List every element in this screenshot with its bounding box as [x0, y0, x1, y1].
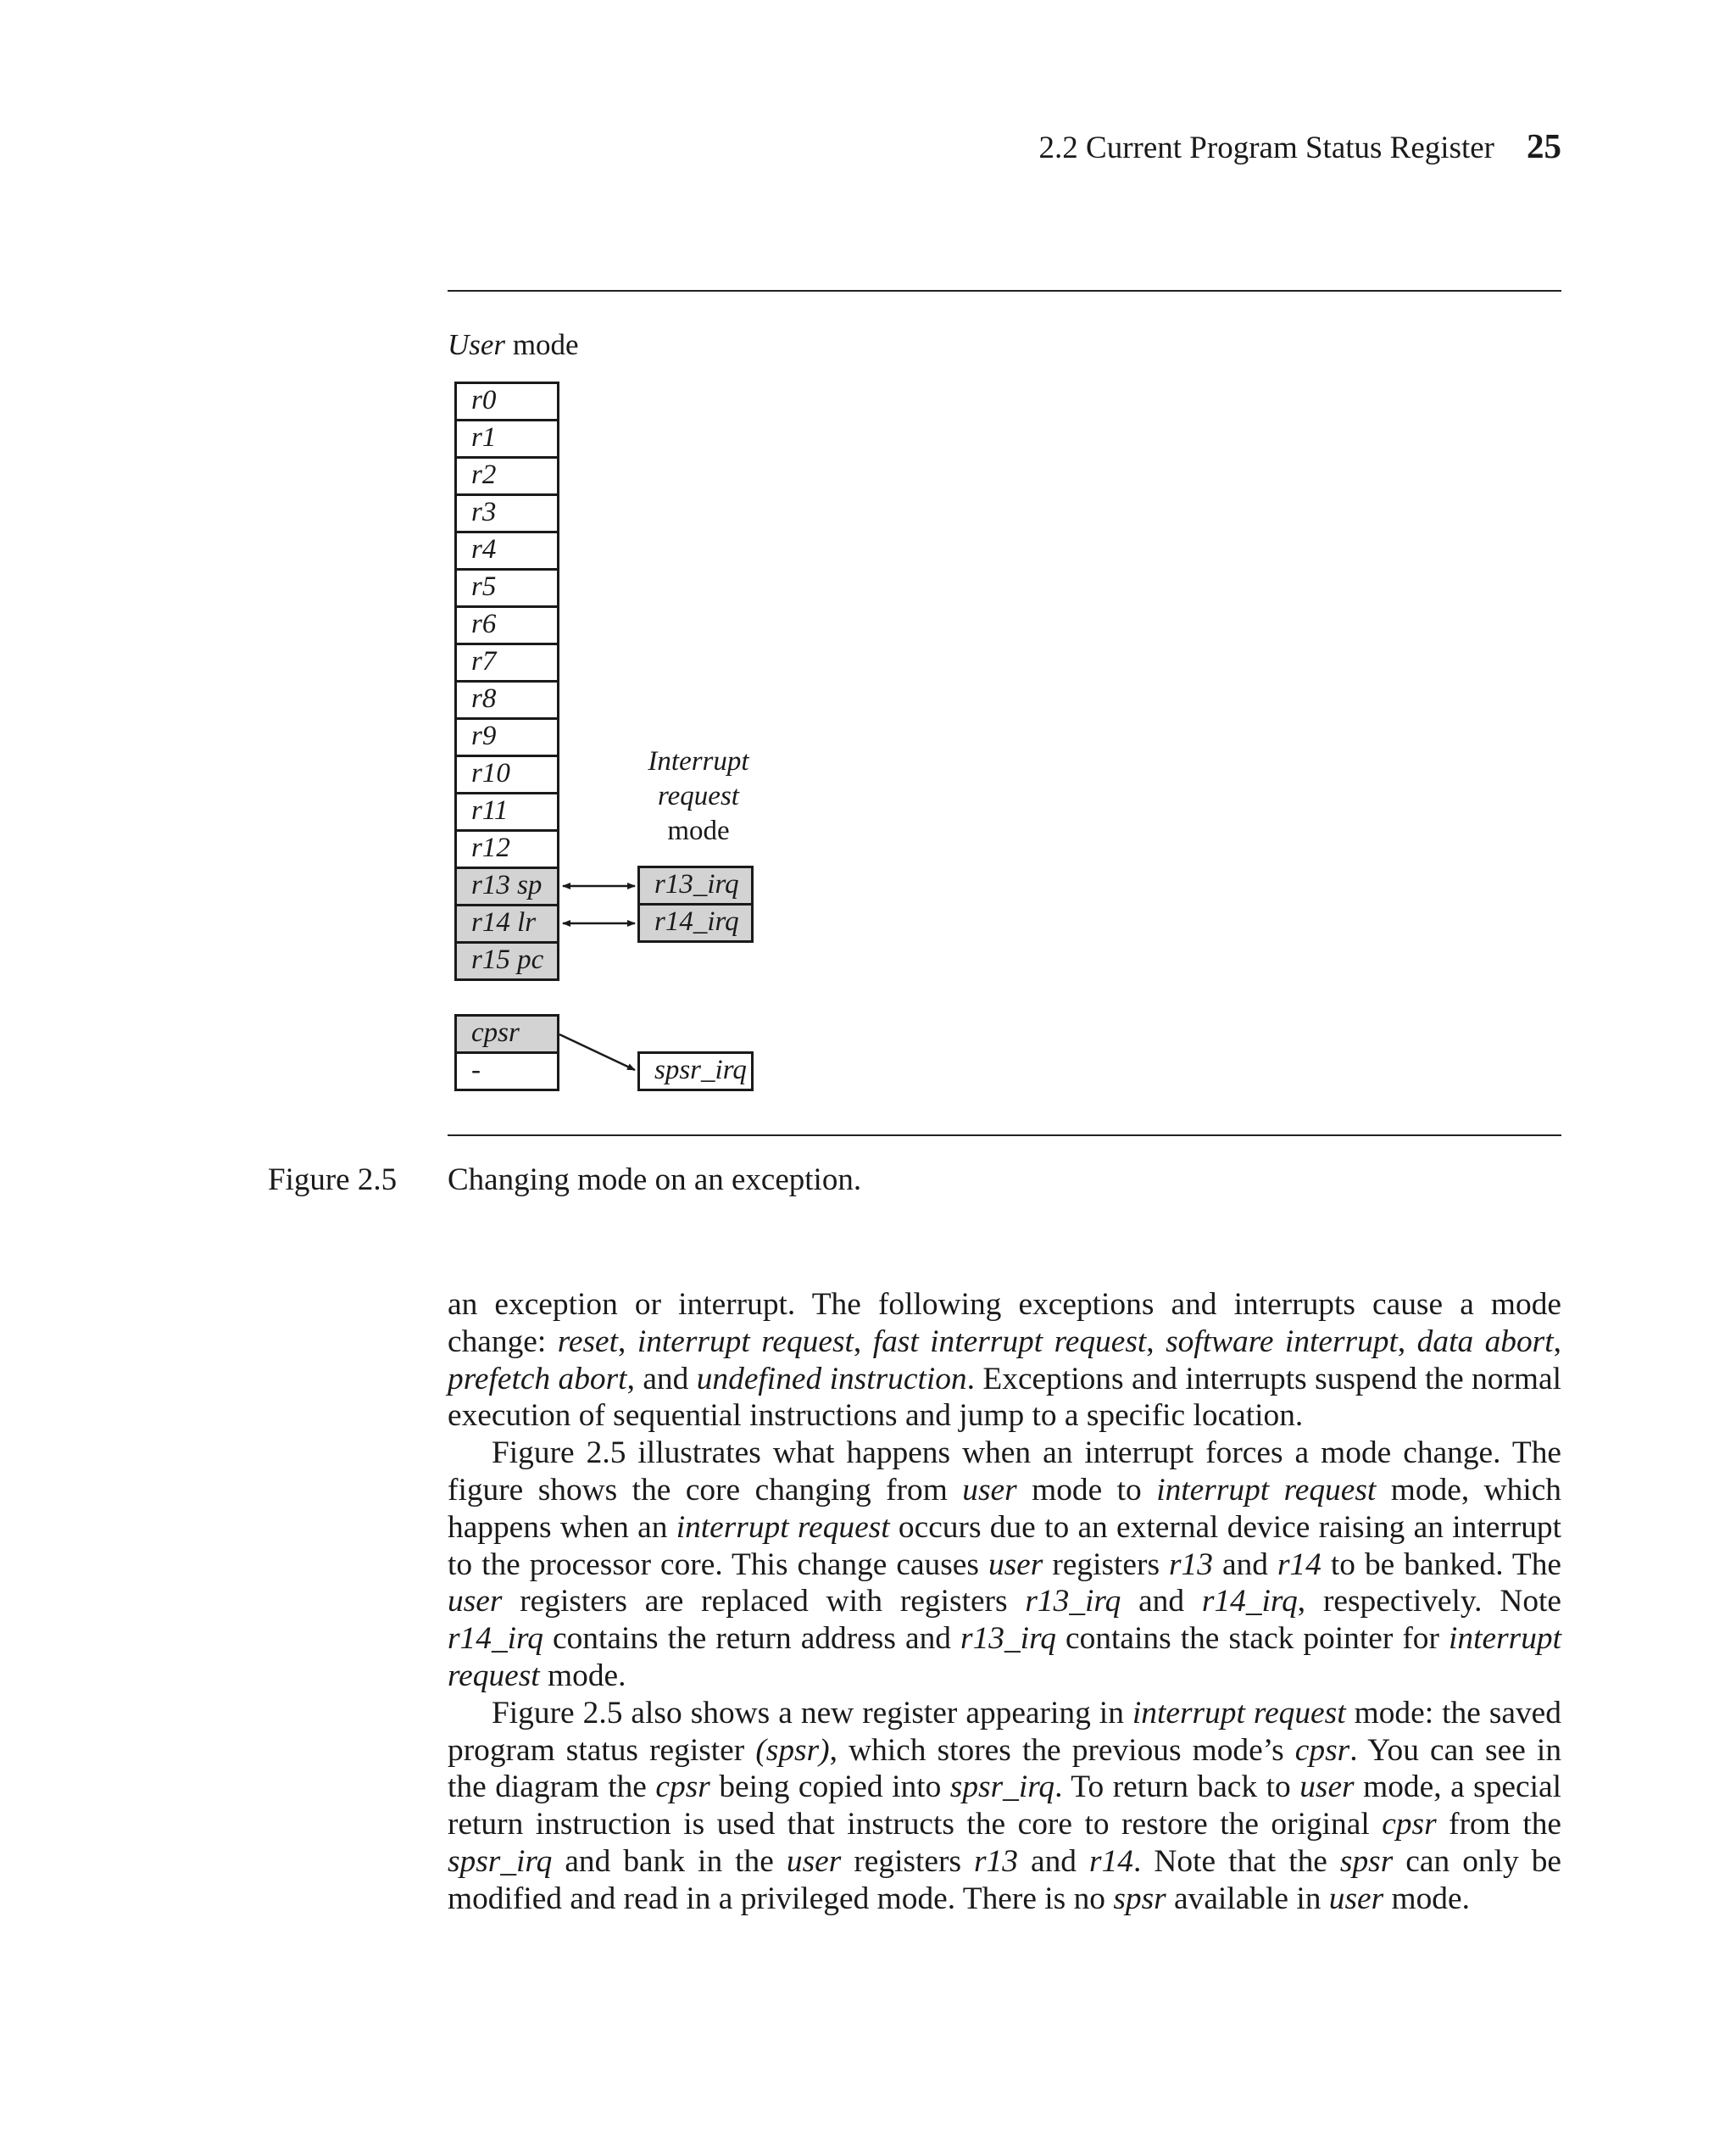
register-r10: r10 — [454, 755, 559, 794]
italic-term: interrupt request — [448, 1621, 1561, 1693]
register-r13-sp: r13 sp — [454, 867, 559, 906]
text-run: an exception or interrupt. The following exceptions and interrupts cause a mode change: — [448, 1287, 1561, 1359]
register-r12: r12 — [454, 829, 559, 869]
text-run: , — [853, 1324, 873, 1359]
user-mode-label-italic: User — [448, 328, 506, 361]
register-cpsr-blank: - — [454, 1051, 559, 1091]
register-r5: r5 — [454, 568, 559, 608]
italic-term: spsr_irq — [448, 1843, 553, 1879]
text-run: registers — [1043, 1547, 1169, 1582]
text-run: registers — [841, 1843, 975, 1879]
italic-term: prefetch abort — [448, 1361, 627, 1396]
text-run: mode, which happens when an — [448, 1472, 1562, 1545]
register-cpsr: cpsr — [454, 1014, 559, 1054]
text-run: mode. — [1383, 1881, 1470, 1916]
italic-term: reset — [557, 1324, 619, 1359]
text-run: contains the stack pointer for — [1055, 1621, 1449, 1657]
register-r3: r3 — [454, 493, 559, 533]
italic-term: undefined instruction — [696, 1361, 967, 1396]
text-run: , which stores the previous mode’s — [829, 1732, 1295, 1768]
italic-term: r14_irq — [448, 1621, 543, 1657]
italic-term: spsr — [1113, 1881, 1166, 1916]
italic-term: fast interrupt request — [872, 1324, 1147, 1359]
register-r0: r0 — [454, 382, 559, 421]
italic-term: user — [1328, 1881, 1384, 1916]
italic-term: cpsr — [1294, 1732, 1350, 1768]
register-r14-lr: r14 lr — [454, 904, 559, 944]
paragraph-3 — [448, 1695, 1561, 1918]
text-run: . Note that the — [1133, 1843, 1340, 1879]
text-run: available in — [1166, 1881, 1329, 1916]
italic-term: user — [786, 1843, 842, 1879]
text-run: and — [1017, 1843, 1090, 1879]
text-run: . You can see in the diagram the — [448, 1732, 1562, 1805]
italic-term: software interrupt — [1166, 1324, 1398, 1359]
register-r2: r2 — [454, 456, 559, 496]
italic-term: interrupt request — [1156, 1472, 1377, 1508]
irq-mode-label-line1: Interrupt — [648, 746, 749, 777]
cpsr-copy-arrow — [559, 1034, 635, 1070]
register-r1: r1 — [454, 419, 559, 459]
page-number: 25 — [1527, 126, 1561, 165]
text-run: contains the return address and — [542, 1621, 961, 1657]
text-run: , and — [626, 1361, 697, 1396]
text-run: mode. — [539, 1658, 626, 1693]
register-r11: r11 — [454, 792, 559, 832]
italic-term: cpsr — [1382, 1807, 1437, 1842]
register-r9: r9 — [454, 717, 559, 757]
register-r13-irq: r13_irq — [637, 866, 754, 906]
text-run: , respectively. Note — [1297, 1584, 1561, 1619]
register-r7: r7 — [454, 643, 559, 683]
register-r14-irq: r14_irq — [637, 903, 754, 943]
italic-term: data abort — [1416, 1324, 1554, 1359]
register-r6: r6 — [454, 605, 559, 645]
italic-term: r13_irq — [1025, 1584, 1121, 1619]
italic-term: (spsr) — [755, 1732, 830, 1768]
italic-term: interrupt request — [1132, 1695, 1346, 1731]
text-run: mode: the saved program status register — [448, 1695, 1561, 1768]
text-run: Figure 2.5 illustrates what happens when an interrupt forces a mode change. The figure shows the core changing from — [448, 1435, 1561, 1508]
text-run: to be banked. The — [1321, 1547, 1562, 1582]
text-run: , — [1146, 1324, 1166, 1359]
register-spsr-irq: spsr_irq — [637, 1051, 754, 1091]
figure-caption: Changing mode on an exception. — [448, 1162, 862, 1197]
text-run: being copied into — [709, 1770, 950, 1805]
register-r4: r4 — [454, 531, 559, 571]
italic-term: r14 — [1277, 1547, 1321, 1582]
figure-bottom-rule — [448, 1134, 1561, 1136]
text-run: and bank in the — [552, 1843, 787, 1879]
text-run: from the — [1436, 1807, 1561, 1842]
text-run: occurs due to an external device raising an interrupt to the processor core. This change causes — [448, 1509, 1561, 1582]
text-run: . To return back to — [1054, 1770, 1300, 1805]
italic-term: r14_irq — [1201, 1584, 1298, 1619]
italic-term: cpsr — [655, 1770, 710, 1805]
register-r8: r8 — [454, 680, 559, 720]
italic-term: r13 — [974, 1843, 1018, 1879]
italic-term: spsr — [1339, 1843, 1394, 1879]
paragraph-2 — [448, 1435, 1561, 1695]
text-run: Figure 2.5 also shows a new register appearing in — [492, 1695, 1132, 1731]
section-title: 2.2 Current Program Status Register — [1038, 131, 1494, 165]
italic-term: r14 — [1089, 1843, 1133, 1879]
italic-term: user — [448, 1584, 503, 1619]
register-r15-pc: r15 pc — [454, 941, 559, 981]
body-text — [448, 1286, 1561, 1918]
paragraph-1 — [448, 1286, 1561, 1435]
italic-term: user — [988, 1547, 1043, 1582]
irq-mode-label-line3: mode — [667, 816, 730, 846]
text-run: and — [1121, 1584, 1202, 1619]
italic-term: spsr_irq — [949, 1770, 1055, 1805]
text-run: mode, a special return instruction is used that instructs the core to restore the original — [448, 1770, 1561, 1842]
text-run: , — [1397, 1324, 1417, 1359]
italic-term: interrupt request — [637, 1324, 854, 1359]
text-run: and — [1212, 1547, 1277, 1582]
user-mode-label-rest: mode — [505, 328, 579, 361]
text-run: can only be modified and read in a privileged mode. There is no — [448, 1843, 1562, 1916]
italic-term: r13_irq — [960, 1621, 1056, 1657]
text-run: . Exceptions and interrupts suspend the normal execution of sequential instructions and jump to a specific location. — [448, 1361, 1561, 1434]
italic-term: r13 — [1169, 1547, 1213, 1582]
italic-term: user — [1299, 1770, 1355, 1805]
text-run: mode to — [1016, 1472, 1157, 1508]
irq-mode-label-line2: request — [658, 781, 739, 811]
text-run: , — [618, 1324, 637, 1359]
italic-term: user — [962, 1472, 1017, 1508]
text-run: , — [1553, 1324, 1561, 1359]
italic-term: interrupt request — [676, 1509, 890, 1545]
figure-number: Figure 2.5 — [268, 1162, 398, 1197]
text-run: registers are replaced with registers — [502, 1584, 1026, 1619]
